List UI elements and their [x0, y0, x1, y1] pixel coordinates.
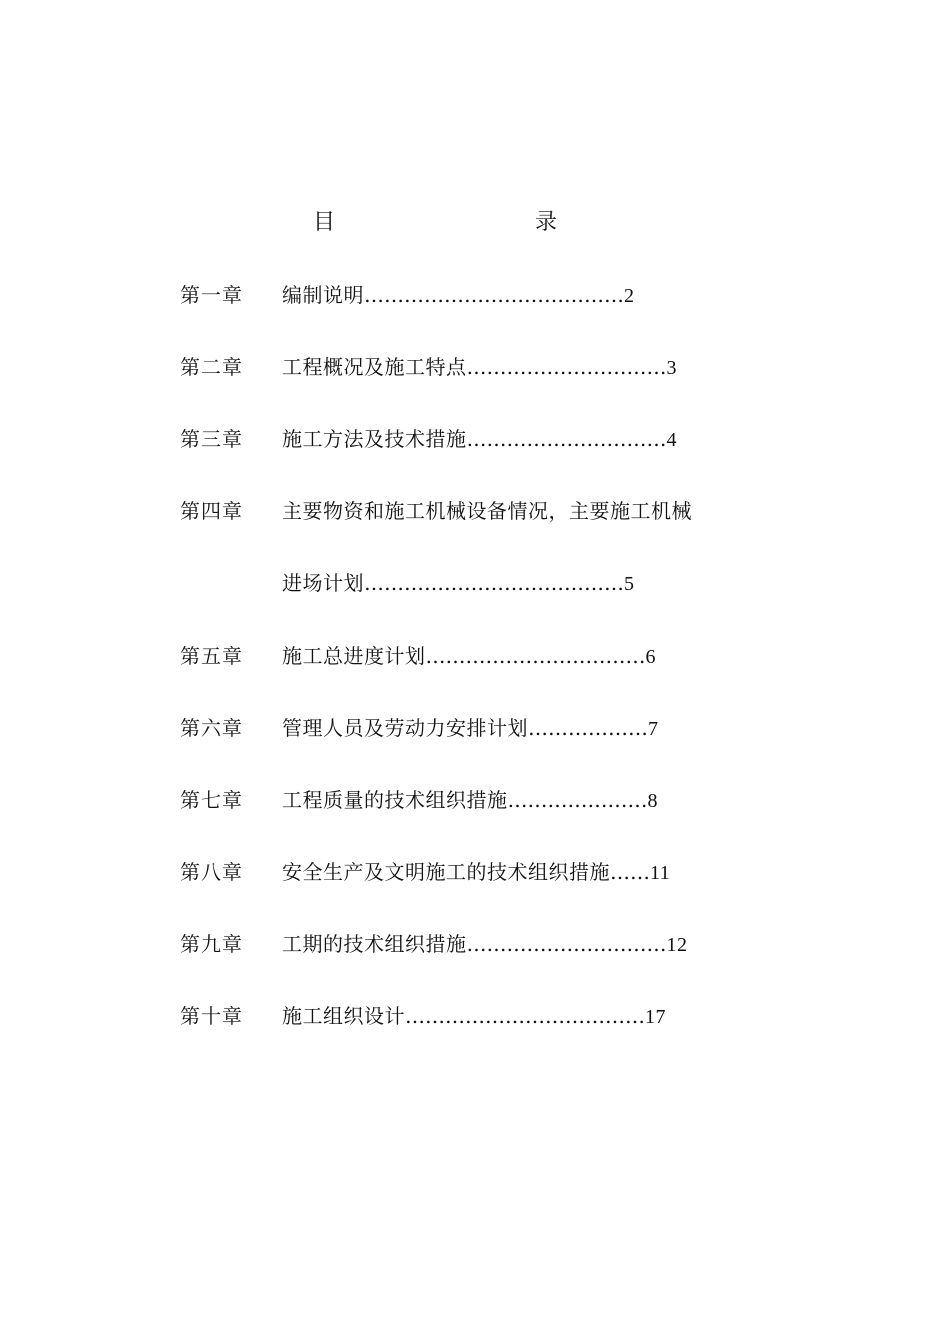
toc-entry-text: 施工方法及技术措施 — [282, 427, 467, 451]
toc-chapter-number: 第五章 — [180, 644, 243, 668]
toc-chapter-number: 第八章 — [180, 860, 243, 884]
toc-entry-text: 进场计划 — [282, 571, 364, 595]
toc-page-number: 11 — [650, 862, 671, 884]
toc-row-8[interactable] — [0, 854, 950, 890]
toc-leader-dots: …… — [610, 860, 650, 884]
toc-entry — [282, 277, 635, 314]
toc-entry-text: 施工组织设计 — [282, 1004, 405, 1028]
toc-row-9[interactable] — [0, 926, 950, 962]
toc-entry — [282, 998, 666, 1035]
toc-chapter-number: 第九章 — [180, 932, 243, 956]
toc-page-number: 3 — [666, 357, 677, 379]
toc-leader-dots: ………………………… — [466, 932, 667, 956]
toc-row-2[interactable] — [0, 349, 950, 385]
toc-chapter-number: 第一章 — [180, 283, 243, 307]
toc-page-number: 6 — [645, 646, 656, 668]
toc-leader-dots: ………………………………… — [364, 283, 624, 307]
toc-leader-dots: ………………………………… — [364, 571, 624, 595]
toc-leader-dots: ………………… — [507, 788, 648, 812]
toc-chapter-number: 第七章 — [180, 788, 243, 812]
toc-row-3[interactable] — [0, 421, 950, 457]
toc-entry-text: 主要物资和施工机械设备情况，主要施工机械 — [282, 499, 692, 523]
toc-entry-text: 工程概况及施工特点 — [282, 355, 467, 379]
toc-entry-text: 施工总进度计划 — [282, 644, 426, 668]
toc-page-number: 17 — [645, 1006, 666, 1028]
toc-leader-dots: …………………………… — [425, 644, 646, 668]
toc-title-right-char: 录 — [535, 210, 558, 235]
toc-entry — [282, 854, 670, 891]
toc-page-number: 5 — [624, 573, 635, 595]
toc-title-left-char: 目 — [313, 210, 336, 235]
toc-entry — [282, 926, 688, 963]
toc-chapter-number: 第十章 — [180, 1004, 243, 1028]
toc-page-number: 12 — [666, 934, 688, 956]
toc-entry-text: 管理人员及劳动力安排计划 — [282, 716, 528, 740]
toc-page-number: 7 — [648, 718, 659, 740]
toc-entry-text: 工程质量的技术组织措施 — [282, 788, 508, 812]
toc-entry-text: 编制说明 — [282, 283, 364, 307]
toc-leader-dots: ……………… — [528, 716, 648, 740]
toc-row-6[interactable] — [0, 710, 950, 746]
toc-entry-text: 安全生产及文明施工的技术组织措施 — [282, 860, 610, 884]
toc-page-number: 8 — [647, 790, 658, 812]
toc-entry — [282, 421, 677, 458]
toc-page-number: 2 — [624, 285, 635, 307]
toc-entry-text: 工期的技术组织措施 — [282, 932, 467, 956]
toc-leader-dots: ……………………………… — [405, 1004, 645, 1028]
toc-row-4-continued[interactable] — [0, 565, 950, 601]
toc-page-number: 4 — [666, 429, 677, 451]
toc-chapter-number: 第四章 — [180, 499, 243, 523]
toc-leader-dots: ………………………… — [466, 427, 667, 451]
toc-chapter-number: 第六章 — [180, 716, 243, 740]
toc-entry — [282, 493, 692, 530]
toc-entry — [282, 638, 656, 675]
toc-row-10[interactable] — [0, 998, 950, 1034]
toc-row-7[interactable] — [0, 782, 950, 818]
toc-entry — [282, 710, 659, 747]
toc-chapter-number: 第三章 — [180, 427, 243, 451]
toc-row-1[interactable] — [0, 277, 950, 313]
toc-entry — [282, 782, 658, 819]
toc-row-5[interactable] — [0, 638, 950, 674]
toc-entry — [282, 349, 677, 386]
toc-chapter-number: 第二章 — [180, 355, 243, 379]
toc-row-4[interactable] — [0, 493, 950, 529]
toc-leader-dots: ………………………… — [466, 355, 667, 379]
toc-entry — [282, 565, 635, 602]
